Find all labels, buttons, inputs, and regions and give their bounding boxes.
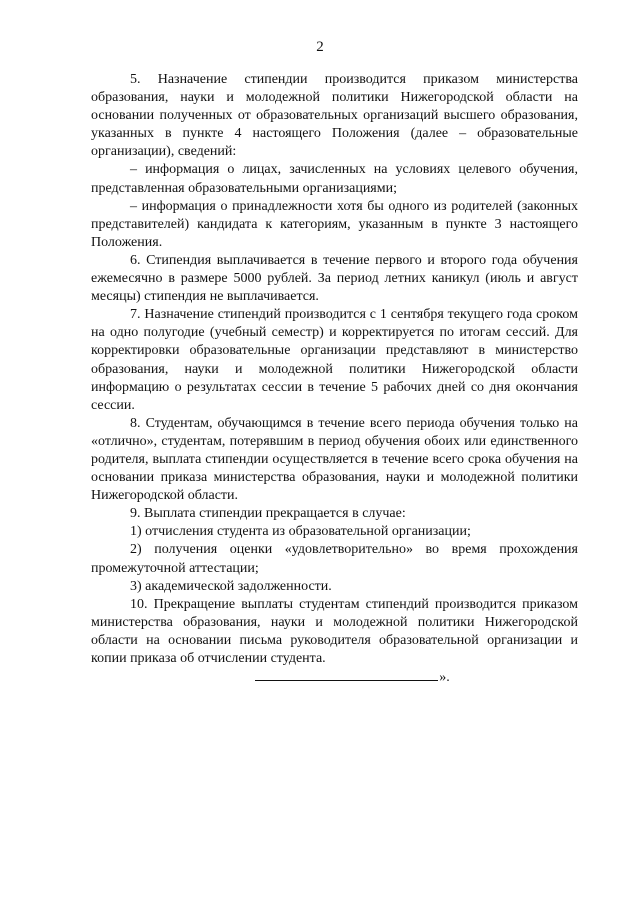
paragraph-6: 6. Стипендия выплачивается в течение первого и второго года обучения ежемесячно в размере 5000 рублей. За период летних каникул (июль и август месяцы) стипендия не выплачивается. [91, 252, 578, 305]
list-item-satisfactory-grade: 2) получения оценки «удовлетворительно» во время прохождения промежуточной аттестации; [91, 542, 578, 576]
document-body [91, 71, 578, 687]
list-item-parent-category: – информация о принадлежности хотя бы одного из родителей (законных представителей) кандидата к категориям, указанным в пункте 3 настоящего Положения. [91, 198, 578, 250]
closing-quote-mark: ». [439, 670, 450, 686]
signature-underline [255, 668, 438, 681]
list-item-academic-debt: 3) академической задолженности. [130, 578, 332, 594]
list-item-target-students: – информация о лицах, зачисленных на условиях целевого обучения, представленная образовательными организациями; [91, 162, 578, 196]
paragraph-9: 9. Выплата стипендии прекращается в случае: [130, 506, 406, 522]
paragraph-8: 8. Студентам, обучающимся в течение всего периода обучения только на «отлично», студентам, потерявшим в период обучения обоих или единственного родителя, выплата стипендии осуществляется в течение всего срока обучения на основании приказа министерства образования, науки и молодежной политики Нижегородской области. [91, 415, 578, 504]
paragraph-7: 7. Назначение стипендий производится с 1 сентября текущего года сроком на одно полугодие (учебный семестр) и корректируется по итогам сессий. Для корректировки образовательные организации представляют в министерство образования, науки и молодежной политики Нижегородской области информацию о результатах сессии в течение 5 рабочих дней со дня окончания сессии. [91, 307, 578, 413]
paragraph-5: 5. Назначение стипендии производится приказом министерства образования, науки и молодежной политики Нижегородской области на основании полученных от образовательных организаций высшего образования, указанных в пункте 4 настоящего Положения (далее – образовательные организации), сведений: [91, 72, 578, 160]
closing-line [91, 668, 578, 687]
page-number: 2 [316, 39, 324, 55]
list-item-expulsion: 1) отчисления студента из образовательной организации; [130, 524, 471, 540]
paragraph-10: 10. Прекращение выплаты студентам стипендий производится приказом министерства образования, науки и молодежной политики Нижегородской области на основании письма руководителя образовательной организации и копии приказа об отчислении студента. [91, 596, 578, 666]
